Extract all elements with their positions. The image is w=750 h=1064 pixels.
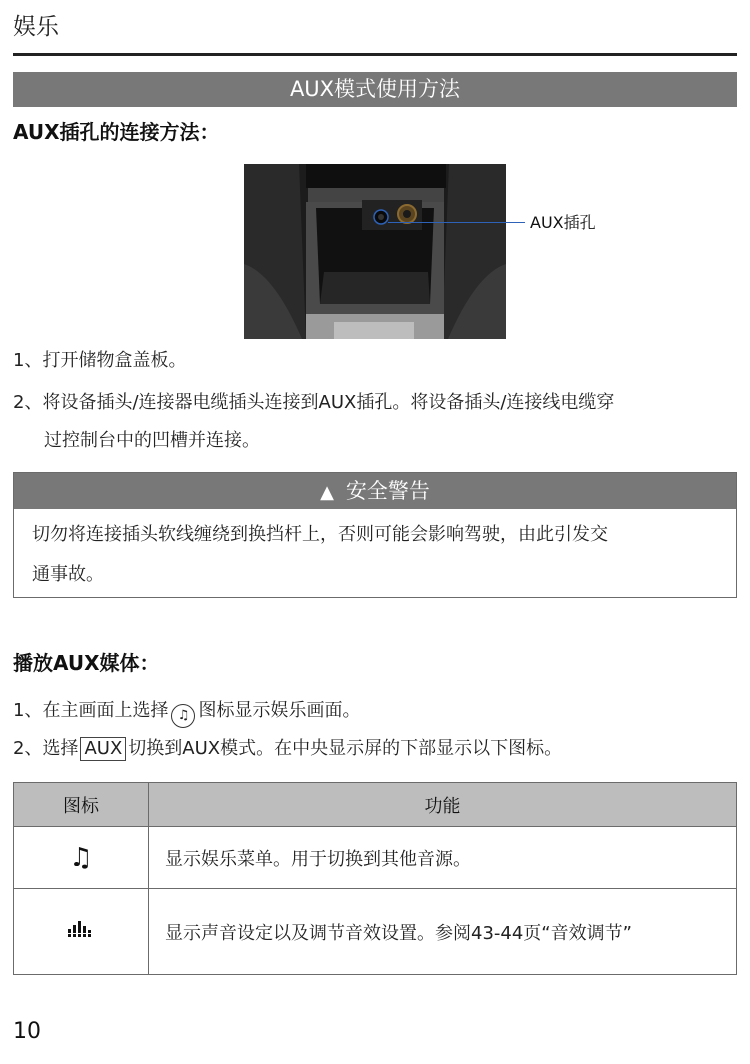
play-step-2 — [13, 732, 562, 766]
column-header-icon: 图标 — [14, 783, 149, 827]
play-heading: 播放AUX媒体： — [13, 651, 160, 675]
warning-text-line2: 通事故。 — [32, 564, 104, 585]
music-note-icon: ♫ — [171, 704, 195, 728]
header-divider — [13, 53, 737, 56]
connect-step-2-line2: 过控制台中的凹槽并连接。 — [44, 430, 260, 451]
play-step-1-post: 图标显示娱乐画面。 — [198, 700, 361, 721]
section-title: 娱乐 — [13, 14, 59, 40]
play-step-1-pre: 1、在主画面上选择 — [13, 700, 169, 721]
table-row — [14, 827, 737, 889]
table-header-row — [14, 783, 737, 827]
connect-heading: AUX插孔的连接方法： — [13, 120, 220, 144]
play-step-1 — [13, 694, 360, 728]
table-cell-desc: 显示娱乐菜单。用于切换到其他音源。 — [149, 827, 737, 889]
aux-jack-callout: AUX插孔 — [530, 213, 596, 232]
warning-text-line1: 切勿将连接插头软线缠绕到换挡杆上，否则可能会影响驾驶，由此引发交 — [32, 524, 608, 545]
warning-header — [14, 473, 736, 509]
safety-warning-box — [13, 472, 737, 598]
connect-step-1: 1、打开储物盒盖板。 — [13, 350, 187, 371]
play-step-2-pre: 2、选择 — [13, 738, 79, 759]
icon-function-table — [13, 782, 737, 975]
console-photo — [244, 164, 506, 339]
table-cell-icon — [14, 827, 149, 889]
warning-triangle-icon: ▲ — [320, 482, 334, 503]
play-step-2-post: 切换到AUX模式。在中央显示屏的下部显示以下图标。 — [128, 738, 563, 759]
connect-step-2 — [13, 386, 614, 458]
table-cell-icon — [14, 889, 149, 975]
table-row — [14, 889, 737, 975]
table-cell-desc: 显示声音设定以及调节音效设置。参阅43-44页“音效调节” — [149, 889, 737, 975]
aux-button: AUX — [80, 737, 126, 761]
connect-step-2-line1: 2、将设备插头/连接器电缆插头连接到AUX插孔。将设备插头/连接线电缆穿 — [13, 392, 615, 413]
column-header-function: 功能 — [149, 783, 737, 827]
chapter-banner: AUX模式使用方法 — [13, 72, 737, 107]
warning-text — [14, 509, 736, 595]
page-number: 10 — [13, 1019, 41, 1044]
callout-leader-line — [388, 222, 525, 223]
music-note-icon: ♫ — [69, 842, 93, 873]
equalizer-icon — [67, 919, 95, 939]
warning-title: 安全警告 — [345, 479, 430, 503]
